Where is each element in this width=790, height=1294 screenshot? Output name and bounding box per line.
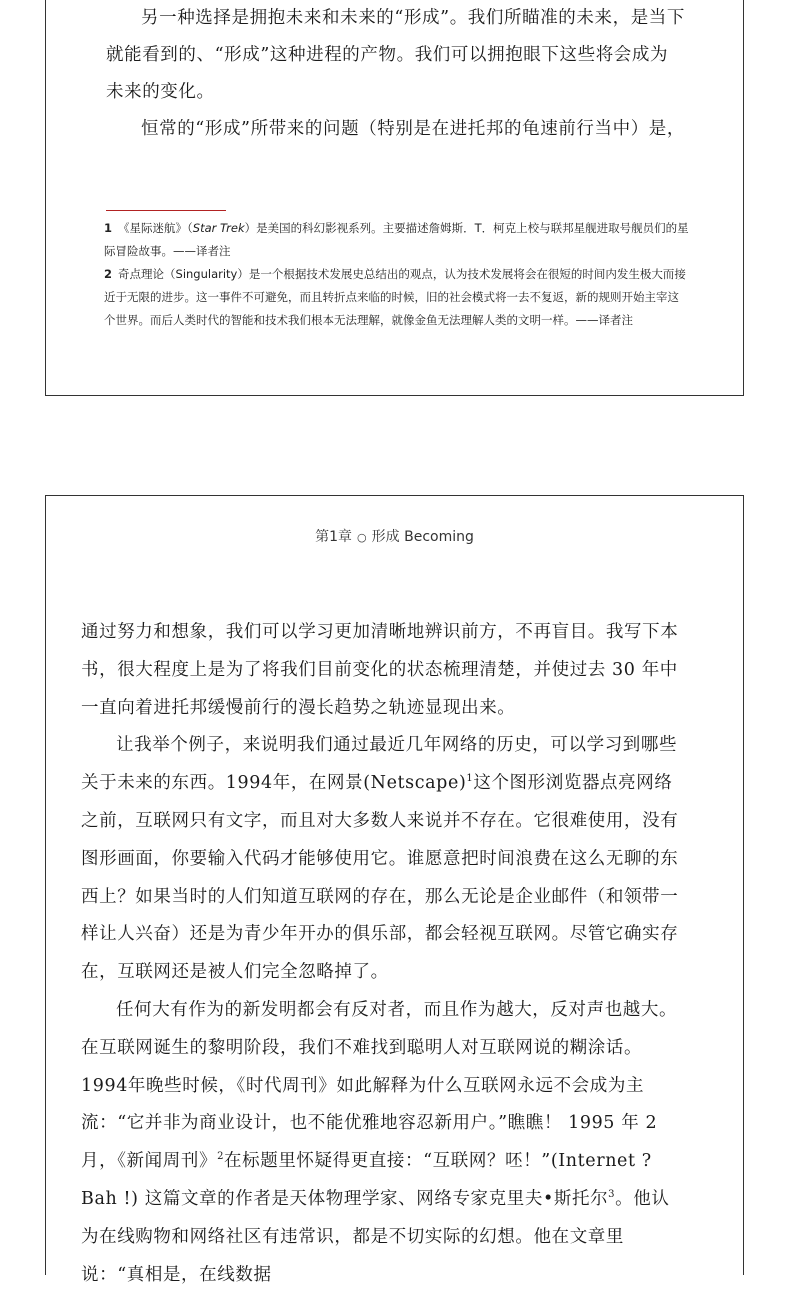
running-header [46,526,743,546]
footnote-2: 2 奇点理论（Singularity）是一个根据技术发展史总结出的观点，认为技术发展将会在很短的时间内发生极大而接近于无限的进步。这一事件不可避免，而且转折点来临的时候，旧的社会模式将一去不复返，新的规则开始主宰这个世界。而后人类时代的智能和技术我们根本无法理解，就像金鱼无法理解人类的文明一样。——译者注 [104,267,686,327]
paragraph: 任何大有作为的新发明都会有反对者，而且作为越大，反对声也越大。在互联网诞生的黎明阶段，我们不难找到聪明人对互联网说的糊涂话。1994年晚些时候，《时代周刊》如此解释为什么互联网永远不会成为主流：“它并非为商业设计，也不能优雅地容忍新用户。”瞧瞧！ 1995 年 2 月，《新闻周刊》$^2$在标题里怀疑得更直接：“互联网？呸！”(Internet ? Bah !) 这篇文章的作者是天体物理学家、网络专家克里夫•斯托尔$^3$。他认为在线购物和网络社区有违常识，都是不切实际的幻想。他在文章里说：“真相是，在线数据 [81,999,678,1285]
chapter-title: 形成 Becoming [371,529,474,545]
footnote-ref: 3 [608,1189,616,1201]
page-bottom [45,495,744,1285]
footnote-rule [106,210,226,211]
circle-icon: ○ [357,531,367,544]
paragraph: 让我举个例子，来说明我们通过最近几年网络的历史，可以学习到哪些关于未来的东西。1994年，在网景(Netscape)$^1$这个图形浏览器点亮网络之前，互联网只有文字，而且对大多数人来说并不存在。它很难使用，没有图形画面，你要输入代码才能够使用它。谁愿意把时间浪费在这么无聊的东西上？如果当时的人们知道互联网的存在，那么无论是企业邮件（和领带一样让人兴奋）还是为青少年开办的俱乐部，都会轻视互联网。尽管它确实存在，互联网还是被人们完全忽略掉了。 [81,735,679,983]
paragraph: 另一种选择是拥抱未来和未来的“形成”。我们所瞄准的未来，是当下就能看到的、“形成”这种进程的产物。我们可以拥抱眼下这些将会成为未来的变化。 [106,8,685,102]
footnote-ref: 1 [466,773,474,785]
page-top [45,0,744,396]
page2-body [81,614,683,1294]
footnote-number: 2 [104,267,113,281]
bleed-through-text [106,166,686,186]
footnote-number: 1 [104,221,113,235]
page1-body [106,0,686,148]
chapter-number: 第1章 [315,529,353,545]
paragraph: 恒常的“形成”所带来的问题（特别是在进托邦的龟速前行当中）是， [141,119,685,139]
footnote-1: 1 《星际迷航》（Star Trek）是美国的科幻影视系列。主要描述詹姆斯．T．柯克上校与联邦星舰进取号舰员们的星际冒险故事。——译者注 [104,221,689,258]
paragraph: 通过努力和想象，我们可以学习更加清晰地辨识前方，不再盲目。我写下本书，很大程度上是为了将我们目前变化的状态梳理清楚，并使过去 30 年中一直向着进托邦缓慢前行的漫长趋势之轨迹显现出来。 [81,622,679,718]
footnotes [104,217,689,332]
footnote-ref: 2 [217,1151,225,1163]
